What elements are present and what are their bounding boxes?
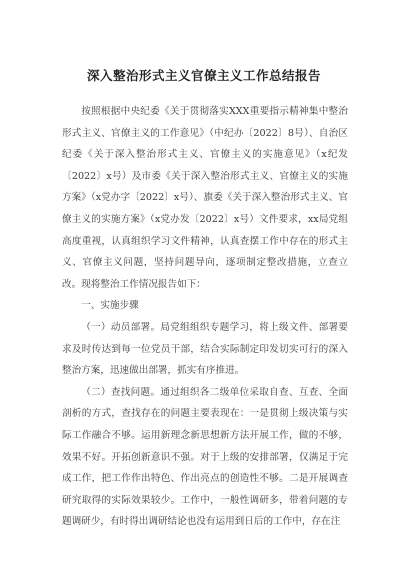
document-title: 深入整治形式主义官僚主义工作总结报告 [86, 68, 321, 83]
document-body [62, 101, 348, 533]
paragraph-intro: 按照根据中央纪委《关于贯彻落实XXX重要指示精神集中整治形式主义、官僚主义的工作意见》（中纪办〔2022〕8号）、自治区纪委《关于深入整治形式主义、官僚主义的实施意见》（x纪发〔2022〕x号）及市委《关于深入整治形式主义、官僚主义的实施方案》（x党办字〔2022〕x号）、旗委《关于深入整治形式主义、官僚主义的实施方案》（x党办发〔2022〕x号）文件要求，xx局党组高度重视，认真组织学习文件精神，认真查摆工作中存在的形式主义、官僚主义问题，坚持问题导向，逐项制定整改措施，立查立改。现将整治工作情况报告如下： [62, 106, 348, 290]
paragraph-find-problems: （二）查找问题。通过组织各二级单位采取自查、互查、全面剖析的方式，查找存在的问题主要表现在：一是贯彻上级决策与实际工作融合不够。运用新理念新思想新方法开展工作，做的不够，效果不好。开拓创新意识不强。对于上级的安排部署，仅满足于完成工作，把工作作出特色、作出亮点的创造性不够。二是开展调查研究取得的实际效果较少。工作中，一般性调研多，带着问题的专题调研少，有时得出调研结论也没有运用到日后的工作中，存在注 [62, 386, 348, 528]
paragraph-mobilization: （一）动员部署。局党组组织专题学习，将上级文件、部署要求及时传达到每一位党员干部，结合实际制定印发切实可行的深入整治方案，迅速做出部署，抓实有序推进。 [62, 321, 348, 377]
section-heading: 一、实施步骤 [81, 300, 139, 312]
